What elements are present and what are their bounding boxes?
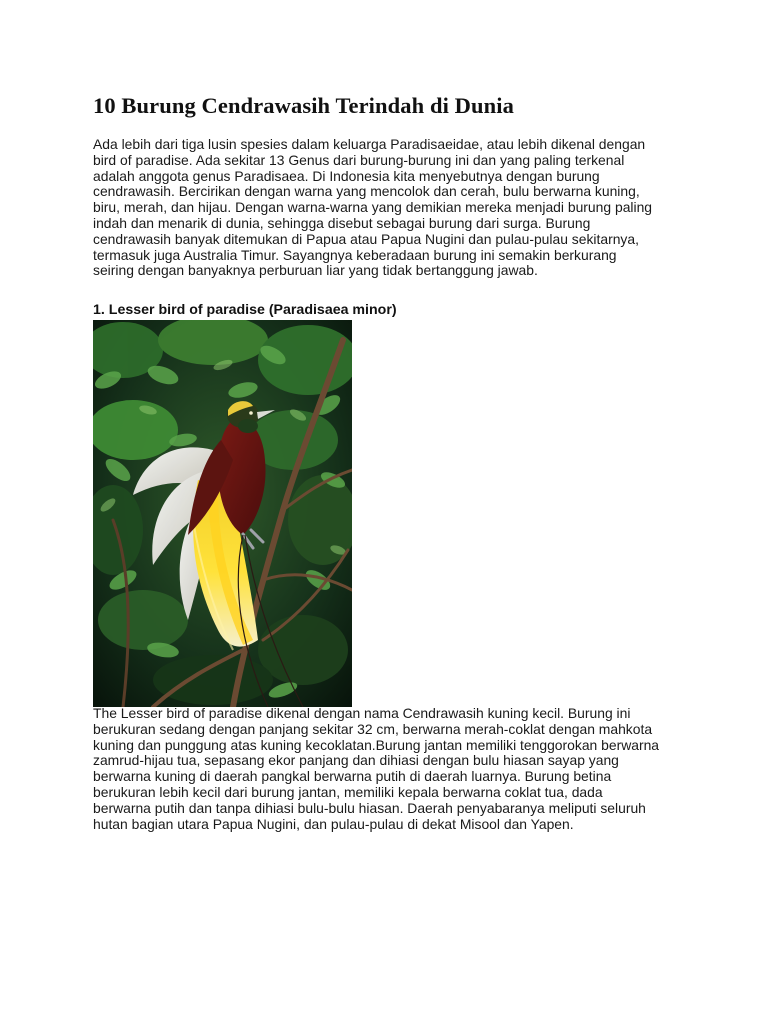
intro-line: biru, merah, dan hijau. Dengan warna-warna yang demikian mereka menjadi burung paling [93, 199, 653, 216]
section-paragraph [93, 706, 693, 832]
intro-line: seiring dengan banyaknya perburuan liar yang tidak bertanggung jawab. [93, 262, 538, 279]
caption-line: hutan bagian utara Papua Nugini, dan pulau-pulau di dekat Misool dan Yapen. [93, 815, 574, 832]
intro-line: adalah anggota genus Paradisaea. Di Indonesia kita menyebutnya dengan burung [93, 167, 600, 184]
caption-line: berwarna putih dan tanpa dihiasi bulu-bulu hiasan. Daerah penyabaranya meliputi seluruh [93, 799, 646, 816]
caption-line: kuning dan punggung atas kuning kecoklatan.Burung jantan memiliki tenggorokan berwarna [93, 736, 660, 753]
intro-line: termasuk juga Australia Timur. Sayangnya keberadaan burung ini semakin berkurang [93, 246, 617, 263]
section-heading: 1. Lesser bird of paradise (Paradisaea minor) [93, 302, 397, 318]
intro-line: Ada lebih dari tiga lusin spesies dalam keluarga Paradisaeidae, atau lebih dikenal dengan [93, 136, 646, 152]
lesser-bird-of-paradise-photo [93, 320, 352, 707]
intro-line: cendrawasih banyak ditemukan di Papua atau Papua Nugini dan pulau-pulau sekitarnya, [93, 230, 639, 247]
caption-line: The Lesser bird of paradise dikenal dengan nama Cendrawasih kuning kecil. Burung ini [93, 705, 631, 721]
intro-line: cendrawasih. Bercirikan dengan warna yang mencolok dan cerah, bulu berwarna kuning, [93, 183, 640, 200]
caption-line: berwarna kuning di daerah pangkal berwarna putih di daerah luarnya. Burung betina [93, 768, 612, 785]
article-title: 10 Burung Cendrawasih Terindah di Dunia [93, 93, 514, 118]
caption-line: berukuran lebih kecil dari burung jantan, memiliki kepala berwarna coklat tua, dada [93, 783, 603, 800]
intro-line: bird of paradise. Ada sekitar 13 Genus dari burung-burung ini dan yang paling terkenal [93, 151, 625, 168]
intro-paragraph [93, 137, 683, 279]
caption-line: zamrud-hijau tua, sepasang ekor panjang dan dihiasi dengan bulu hiasan sayap yang [93, 752, 619, 769]
caption-line: berukuran sedang dengan panjang sekitar 32 cm, berwarna merah-coklat dengan mahkota [93, 720, 653, 737]
intro-line: indah dan menarik di dunia, sehingga disebut sebagai burung dari surga. Burung [93, 214, 591, 231]
